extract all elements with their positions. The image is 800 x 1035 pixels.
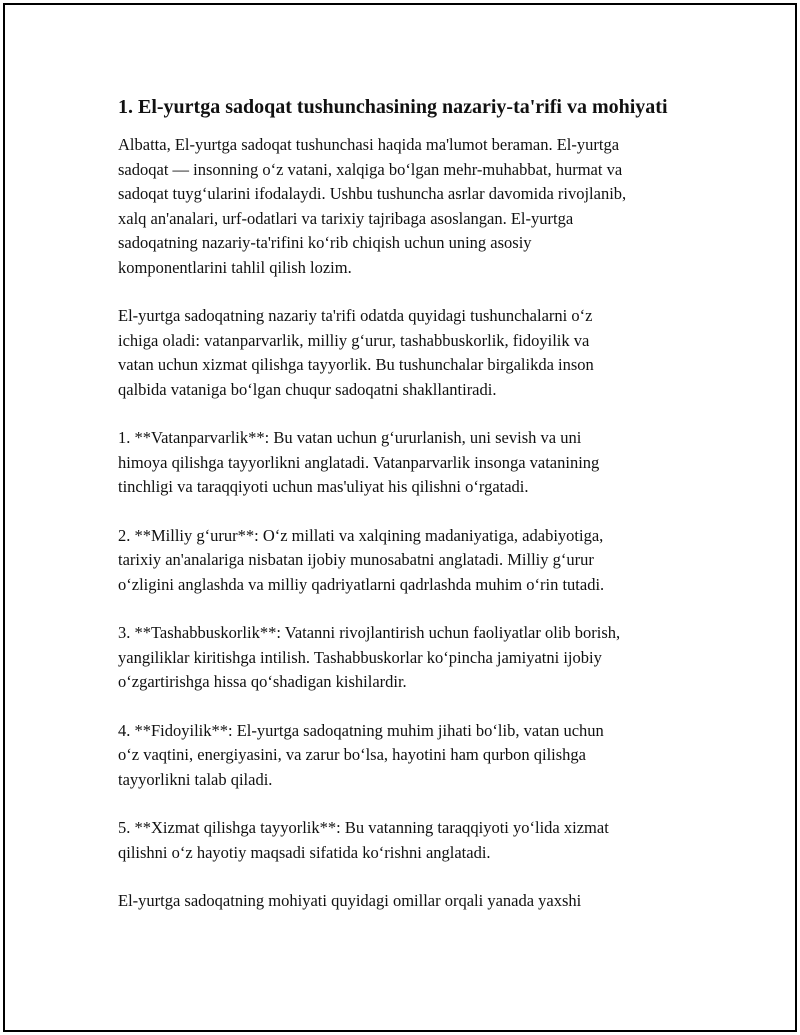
list-item-initiative: 3. **Tashabbuskorlik**: Vatanni rivojlantirish uchun faoliyatlar olib borish, yangiliklar kiritishga intilish. Tashabbuskorlar ko‘pincha jamiyatni ijobiy o‘zgartirishga hissa qo‘shadigan kishilardir. [118,623,621,691]
list-item-patriotism: 1. **Vatanparvarlik**: Bu vatan uchun g‘ururlanish, uni sevish va uni himoya qilishga tayyorlikni anglatadi. Vatanparvarlik insonga vatanining tinchligi va taraqqiyoti uchun mas'uliyat his qilishni o‘rgatadi. [118,428,600,496]
list-item-national-pride: 2. **Milliy g‘urur**: O‘z millati va xalqining madaniyatiga, adabiyotiga, tarixiy an'analariga nisbatan ijobiy munosabatni anglatadi. Milliy g‘urur o‘zligini anglashda va milliy qadriyatlarni qadrlashda muhim o‘rin tutadi. [118,525,605,594]
document-body [118,94,678,938]
definition-paragraph: El-yurtga sadoqatning nazariy ta'rifi odatda quyidagi tushunchalarni o‘z ichiga oladi: vatanparvarlik, milliy g‘urur, tashabbuskorlik, fidoyilik va vatan uchun xizmat qilishga tayyorlik. Bu tushunchalar birgalikda inson qalbida vataniga bo‘lgan chuqur sadoqatni shakllantiradi. [118,306,594,399]
list-item-devotion: 4. **Fidoyilik**: El-yurtga sadoqatning muhim jihati bo‘lib, vatan uchun o‘z vaqtini, energiyasini, va zarur bo‘lsa, hayotini ham qurbon qilishga tayyorlikni talab qiladi. [118,720,604,789]
section-heading: 1. El-yurtga sadoqat tushunchasining nazariy-ta'rifi va mohiyati [118,96,668,118]
list-item-readiness-to-serve: 5. **Xizmat qilishga tayyorlik**: Bu vatanning taraqqiyoti yo‘lida xizmat qilishni o‘z hayotiy maqsadi sifatida ko‘rishni anglatadi. [118,818,609,862]
intro-paragraph: Albatta, El-yurtga sadoqat tushunchasi haqida ma'lumot beraman. El-yurtga sadoqat — insonning o‘z vatani, xalqiga bo‘lgan mehr-muhabbat, hurmat va sadoqat tuyg‘ularini ifodalaydi. Ushbu tushuncha asrlar davomida rivojlanib, xalq an'analari, urf-odatlari va tarixiy tajribaga asoslangan. El-yurtga sadoqatning nazariy-ta'rifini ko‘rib chiqish uchun uning asosiy komponentlarini tahlil qilish lozim. [118,135,627,277]
closing-paragraph: El-yurtga sadoqatning mohiyati quyidagi omillar orqali yanada yaxshi [118,891,582,910]
